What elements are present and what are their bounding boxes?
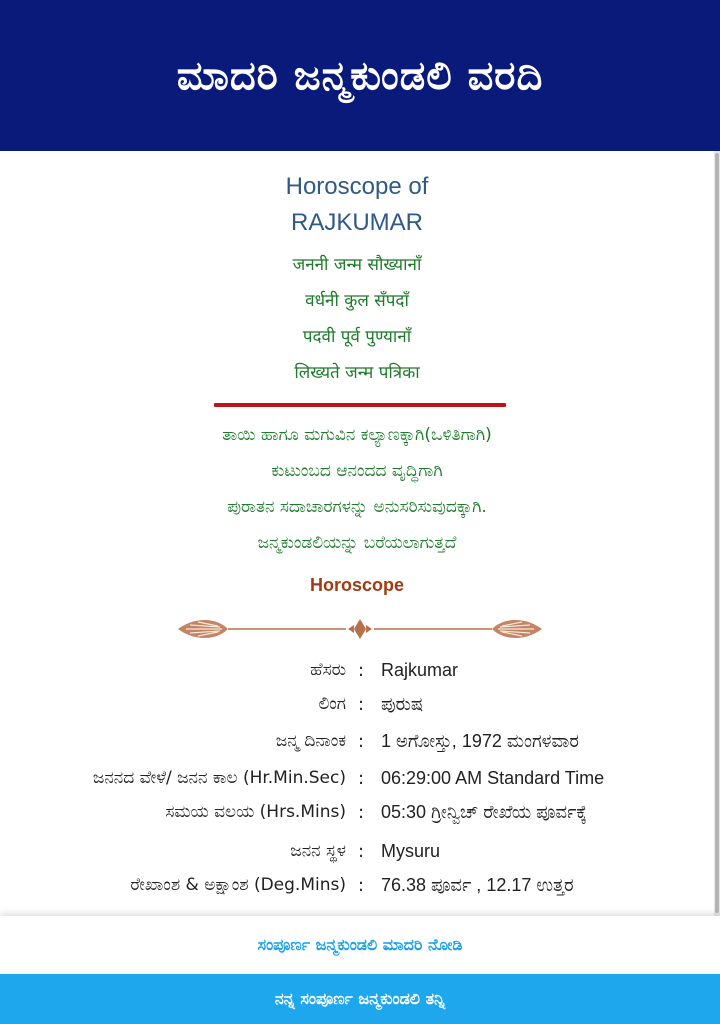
page-title: ಮಾದರಿ ಜನ್ಮಕುಂಡಲಿ ವರದಿ <box>176 52 544 99</box>
detail-label: ಲಿಂಗ <box>318 694 346 714</box>
detail-value: 06:29:00 AM Standard Time <box>381 768 605 788</box>
intro-line: ತಾಯಿ ಹಾಗೂ ಮಗುವಿನ ಕಲ್ಯಾಣಕ್ಕಾಗಿ(ಒಳಿತಿಗಾಗಿ) <box>222 425 492 445</box>
view-sample-report-link[interactable]: ಸಂಪೂರ್ಣ ಜನ್ಮಕುಂಡಲಿ ಮಾದರಿ ನೋಡಿ <box>0 916 720 974</box>
horoscope-of-label: Horoscope of <box>285 173 429 200</box>
decorative-divider-icon <box>176 614 544 644</box>
scrollbar[interactable] <box>714 151 720 916</box>
shloka-line: पदवी पूर्व पुण्यानाँ <box>302 327 412 347</box>
detail-row-gender <box>0 694 714 726</box>
detail-label: ರೇಖಾಂಶ & ಅಕ್ಷಾಂಶ (Deg.Mins) <box>130 875 346 895</box>
intro-line: ಜನ್ಮಕುಂಡಲಿಯನ್ನು ಬರೆಯಲಾಗುತ್ತದೆ <box>257 533 457 553</box>
detail-label: ಜನನದ ವೇಳೆ/ ಜನನ ಕಾಲ (Hr.Min.Sec) <box>92 768 346 788</box>
detail-value: 76.38 ಪೂರ್ವ , 12.17 ಉತ್ತರ <box>381 875 574 895</box>
detail-value: 1 ಅಗೋಸ್ತು, 1972 ಮಂಗಳವಾರ <box>381 731 579 751</box>
report-content[interactable] <box>0 151 714 916</box>
detail-value: ಪುರುಷ <box>381 694 424 714</box>
intro-line: ಪುರಾತನ ಸದಾಚಾರಗಳನ್ನು ಅನುಸರಿಸುವುದಕ್ಕಾಗಿ. <box>227 497 487 517</box>
detail-separator: : <box>358 841 365 862</box>
detail-row-name <box>0 660 714 692</box>
detail-row-birth-place <box>0 841 714 873</box>
detail-label: ಜನನ ಸ್ಥಳ <box>290 841 346 861</box>
shloka-line: लिख्यते जन्म पत्रिका <box>294 363 420 383</box>
detail-value: Rajkumar <box>381 660 459 680</box>
detail-separator: : <box>358 768 365 789</box>
detail-separator: : <box>358 694 365 715</box>
section-title: Horoscope <box>309 575 405 595</box>
detail-row-birth-date <box>0 731 714 763</box>
detail-separator: : <box>358 660 365 681</box>
detail-value: Mysuru <box>381 841 441 861</box>
detail-separator: : <box>358 731 365 752</box>
detail-value: 05:30 ಗ್ರೀನ್ವಿಚ್ ರೇಖೆಯ ಪೂರ್ವಕ್ಕೆ <box>381 802 587 822</box>
intro-line: ಕುಟುಂಬದ ಆನಂದದ ವೃದ್ಧಿಗಾಗಿ <box>271 461 443 481</box>
detail-label: ಜನ್ಮ ದಿನಾಂಕ <box>275 731 346 751</box>
person-name-title: RAJKUMAR <box>290 209 423 236</box>
detail-separator: : <box>358 802 365 823</box>
detail-row-birth-time <box>0 768 714 800</box>
detail-row-coordinates <box>0 875 714 907</box>
divider-rule <box>214 403 506 407</box>
detail-row-time-zone <box>0 802 714 834</box>
detail-label: ಸಮಯ ವಲಯ (Hrs.Mins) <box>165 802 346 822</box>
get-full-horoscope-button[interactable]: ನನ್ನ ಸಂಪೂರ್ಣ ಜನ್ಮಕುಂಡಲಿ ತನ್ನಿ <box>0 974 720 1024</box>
detail-label: ಹೆಸರು <box>310 660 346 680</box>
shloka-line: जननी जन्म सौख्यानाँ <box>292 255 422 275</box>
scrollbar-thumb[interactable] <box>715 153 719 913</box>
app-header <box>0 0 720 151</box>
detail-separator: : <box>358 875 365 896</box>
shloka-line: वर्धनी कुल सँपदाँ <box>305 291 409 311</box>
